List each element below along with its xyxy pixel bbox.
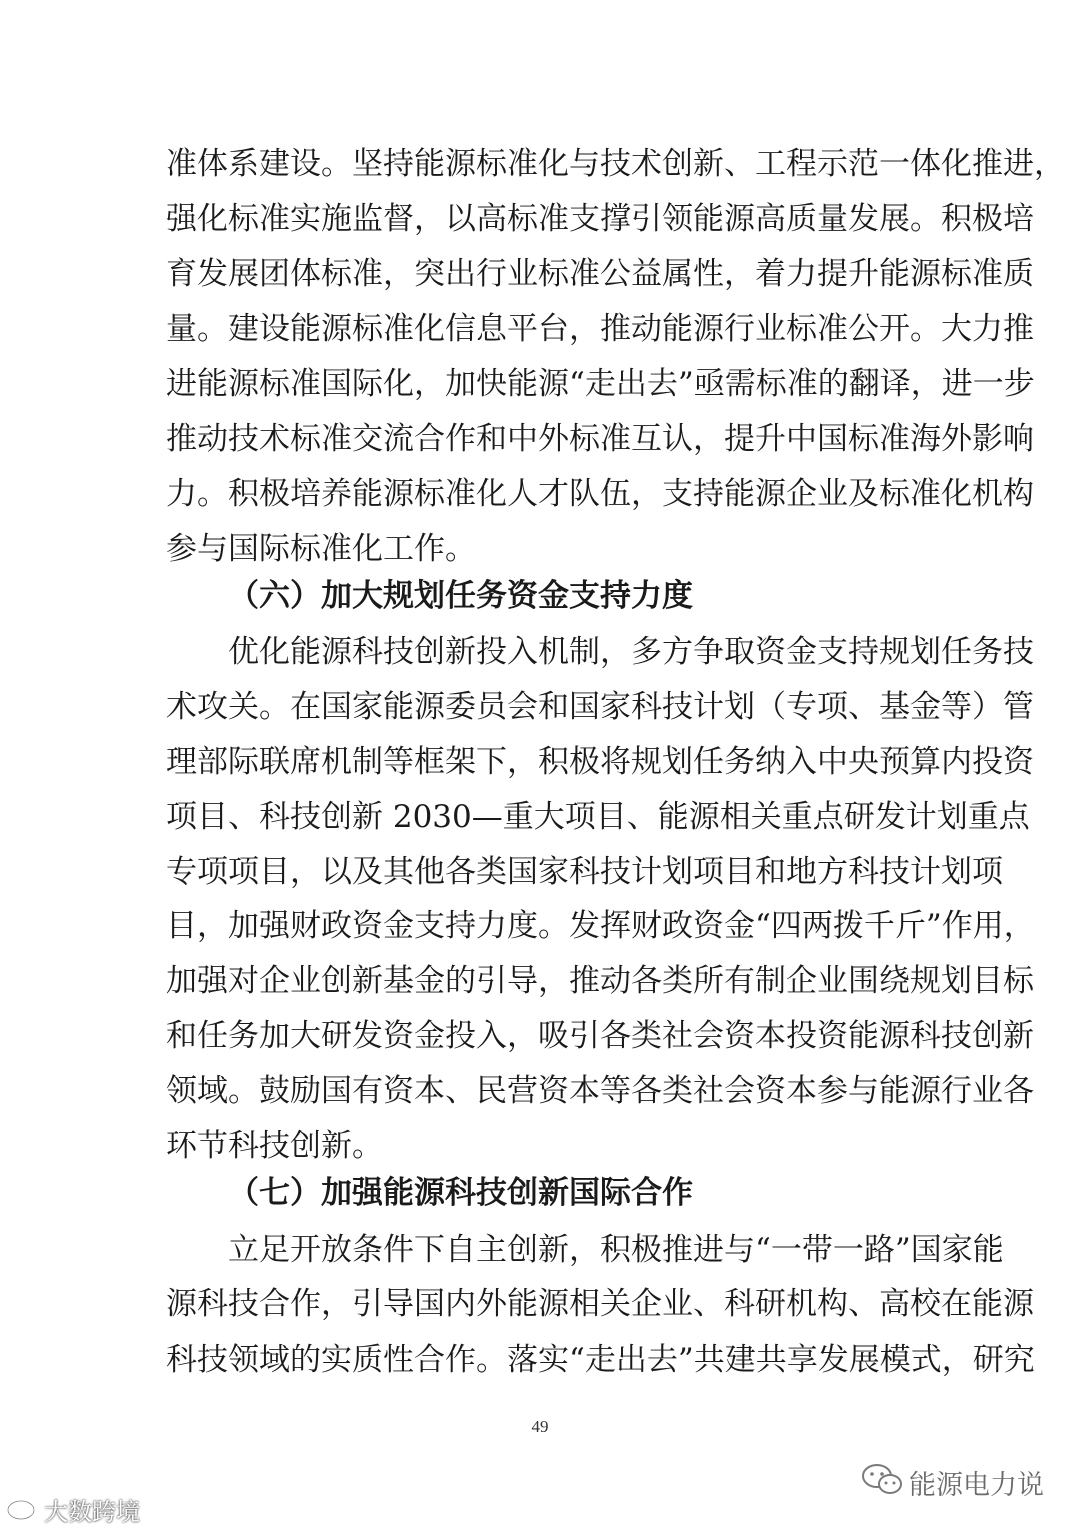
watermark-left-label: 大数跨境 bbox=[44, 1498, 140, 1526]
wechat-icon bbox=[861, 1462, 903, 1503]
weibo-icon bbox=[6, 1494, 40, 1526]
line-text: 力。积极培养能源标准化人才队伍，支持能源企业及标准化机构 bbox=[166, 476, 1034, 512]
line-text: 环节科技创新。 bbox=[166, 1128, 383, 1164]
line-text: 进能源标准国际化，加快能源“走出去”亟需标准的翻译，进一步 bbox=[166, 366, 1035, 402]
line-text: （七）加强能源科技创新国际合作 bbox=[228, 1175, 693, 1211]
watermark-right bbox=[861, 1462, 1044, 1503]
watermark-left bbox=[6, 1492, 140, 1527]
line-text: 源科技合作，引导国内外能源相关企业、科研机构、高校在能源 bbox=[166, 1286, 1034, 1322]
line-text: 专项项目，以及其他各类国家科技计划项目和地方科技计划项 bbox=[166, 854, 1003, 890]
line-text: 立足开放条件下自主创新，积极推进与“一带一路”国家能 bbox=[228, 1232, 1004, 1268]
line-text: 参与国际标准化工作。 bbox=[166, 531, 476, 567]
line-text: 量。建设能源标准化信息平台，推动能源行业标准公开。大力推 bbox=[166, 311, 1034, 347]
line-text: 准体系建设。坚持能源标准化与技术创新、工程示范一体化推进， bbox=[166, 146, 1065, 182]
line-text: 理部际联席机制等框架下，积极将规划任务纳入中央预算内投资 bbox=[166, 744, 1034, 780]
line-text: 目，加强财政资金支持力度。发挥财政资金“四两拨千斤”作用， bbox=[166, 908, 1035, 944]
line-text: 推动技术标准交流合作和中外标准互认，提升中国标准海外影响 bbox=[166, 421, 1034, 457]
line-text: 术攻关。在国家能源委员会和国家科技计划（专项、基金等）管 bbox=[166, 689, 1034, 725]
line-text: 强化标准实施监督，以高标准支撑引领能源高质量发展。积极培 bbox=[166, 201, 1034, 237]
line-text: 优化能源科技创新投入机制，多方争取资金支持规划任务技 bbox=[228, 634, 1034, 670]
line-text: 育发展团体标准，突出行业标准公益属性，着力提升能源标准质 bbox=[166, 256, 1034, 292]
page-number: 49 bbox=[531, 1417, 549, 1436]
line-text: 科技领域的实质性合作。落实“走出去”共建共享发展模式，研究 bbox=[166, 1342, 1035, 1378]
line-text: 项目、科技创新 2030—重大项目、能源相关重点研发计划重点 bbox=[166, 799, 1030, 835]
line-text: 和任务加大研发资金投入，吸引各类社会资本投资能源科技创新 bbox=[166, 1018, 1034, 1054]
line-text: （六）加大规划任务资金支持力度 bbox=[228, 578, 693, 614]
line-text: 加强对企业创新基金的引导，推动各类所有制企业围绕规划目标 bbox=[166, 963, 1034, 999]
watermark-right-label: 能源电力说 bbox=[909, 1470, 1044, 1501]
line-text: 领域。鼓励国有资本、民营资本等各类社会资本参与能源行业各 bbox=[166, 1073, 1034, 1109]
